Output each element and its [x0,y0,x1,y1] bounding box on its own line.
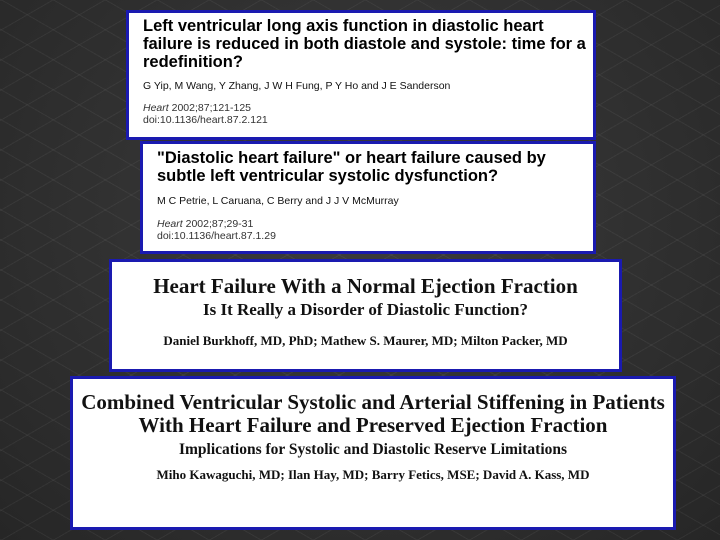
journal-name: Heart [143,102,169,114]
article-card-2 [140,141,596,254]
citation-volume: 2002;87;29-31 [185,218,254,230]
article-authors: Miho Kawaguchi, MD; Ilan Hay, MD; Barry Fetics, MSE; David A. Kass, MD [156,467,590,482]
article-card-1 [126,10,596,140]
article-card-4 [70,376,676,530]
article-doi: doi:10.1136/heart.87.1.29 [157,230,276,242]
article-doi: doi:10.1136/heart.87.2.121 [143,114,268,126]
journal-name: Heart [157,218,183,230]
article-citation [157,218,593,230]
article-subtitle: Implications for Systolic and Diastolic Reserve Limitations [178,441,568,458]
article-subtitle: Is It Really a Disorder of Diastolic Function? [202,300,529,319]
article-title: "Diastolic heart failure" or heart failure caused by subtle left ventricular systolic dysfunction? [157,149,546,185]
article-title: Heart Failure With a Normal Ejection Fraction [153,274,578,298]
article-citation [143,102,593,114]
article-title: Left ventricular long axis function in diastolic heart failure is reduced in both diastole and systole: time for a redefinition? [143,17,586,71]
citation-volume: 2002;87;121-125 [171,102,252,114]
article-card-3 [109,259,622,372]
article-title: Combined Ventricular Systolic and Arterial Stiffening in Patients With Heart Failure and Preserved Ejection Fraction [81,390,665,437]
article-authors: M C Petrie, L Caruana, C Berry and J J V McMurray [157,195,399,207]
article-authors: G Yip, M Wang, Y Zhang, J W H Fung, P Y Ho and J E Sanderson [143,80,451,92]
article-authors: Daniel Burkhoff, MD, PhD; Mathew S. Maurer, MD; Milton Packer, MD [163,333,568,348]
